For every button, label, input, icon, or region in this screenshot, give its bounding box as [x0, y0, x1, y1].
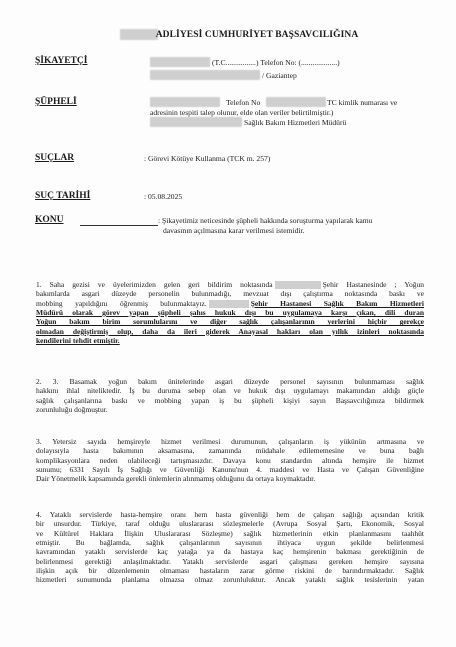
subject-line-1: : Şikayetimiz neticesinde şüpheli hakkında soruşturma yapılarak kamu — [158, 216, 373, 225]
p2-line-4: zorunluluğu doğmuştur. — [36, 405, 108, 415]
paragraph-2 — [36, 377, 424, 414]
suspect-phone: Telefon No — [226, 98, 261, 107]
crime-date-value: : 05.08.2025 — [144, 192, 183, 201]
p4-line-2: bir unsurdur. Türkiye, taraf olduğu uluslararası sözleşmelerle (Avrupa Sosyal Şartı, Ekonomik, Sosyal — [36, 519, 424, 529]
redacted-suspect-phone — [266, 97, 326, 107]
p2-line-3: sağlık çalışanlarına baskı ve mobbing yapan iş bu şüpheli kişiyi sayın Başsavcılığınıza bildirmek — [36, 395, 424, 405]
p3-line-1: 3. Yetersiz sayıda hemşireyle hizmet verilmesi durumunun, çalışanların iş yükünün artmasına ve — [36, 437, 424, 446]
paragraph-4 — [36, 510, 424, 585]
p1-line-7: kendilerini tehdit etmiştir. — [36, 336, 120, 346]
crimes-label: SUÇLAR — [35, 153, 75, 163]
p1-line-4: Müdürü olarak görev yapan şüpheli şahıs hukuk dışı bu uygulamaya karşı çıkan, dili duran — [36, 308, 424, 318]
redacted-complainant-address — [150, 70, 260, 80]
p4-line-4: etmiştir. Bu bağlamda, sağlık çalışanlarının sayısının ihtiyaca uygun şekilde belirlenmesi — [36, 538, 424, 548]
p3-line-4: sunumu; 6331 Sayılı İş Sağlığı ve Güvenliği Kanunu'nun 4. maddesi ve Hasta ve Çalışan Güvenliğine — [36, 465, 424, 475]
p1-line-6: olmadan değiştirmiş olup, daha da ileri giderek Anayasal hakları olan yıllık izinleri noktasında — [36, 326, 424, 336]
p4-line-8: hizmetleri sunumunda planlama olmazsa olmaz zorunluluktur. Ancak yataklı sağlık tesislerinin yatan — [36, 575, 424, 585]
subject-underline — [80, 225, 158, 226]
complainant-label: ŞİKAYETÇİ — [35, 56, 88, 66]
redacted-hospital-2 — [209, 300, 249, 308]
p4-line-1: 4. Yataklı servislerde hasta-hemşire oranı hem hasta güvenliği hem de çalışan sağlığı açısından kritik — [36, 510, 424, 519]
complainant-tc-phone: (T.C................) Telefon No: (...................) — [212, 58, 340, 67]
p3-line-5: Dair Yönetmelik kapsamında gerekli önlemlerin alınmamış olduğunu da ortaya koymaktadır. — [36, 474, 316, 484]
title-text: ADLİYESİ CUMHURİYET BAŞSAVCILIĞINA — [155, 30, 359, 40]
paragraph-1 — [36, 280, 424, 345]
suspect-label: ŞÜPHELİ — [35, 97, 77, 107]
redacted-complainant-name — [150, 57, 210, 67]
p4-line-6: belirlenmesi gerektiği anlaşılmaktadır. Yataklı servislerde asgari çalışması gereken hemşire sayısına — [36, 556, 424, 566]
p1-line-3: mobbing yapıldığını öğrenmiş bulunmaktayız. Şehir Hastanesi Sağlık Bakım Hizmetleri — [36, 298, 424, 308]
redacted-hospital — [275, 281, 321, 289]
document-title — [58, 30, 456, 40]
p1-line-5: Yoğun bakım birim sorumlularını ve diğer sağlık çalışanlarının yerlerini hiçbir gerekçe — [36, 317, 424, 327]
subject-label: KONU — [35, 215, 64, 225]
suspect-note: adresinin tespiti talep olunur, elde olan veriler belirtilmiştir.) — [150, 108, 334, 117]
p4-line-5: kavramından yataklı servislerde kaç yatağa ya da hastaya kaç hemşirenin bakması gerektiğinin de — [36, 547, 424, 557]
redacted-suspect-name — [150, 97, 220, 107]
p2-line-2: hakkını ihlal niteliktedir. İş bu duruma sebep olan ve hukuk dışı uygulamayı makamından aldığı güçle — [36, 386, 424, 396]
p3-line-3: komplikasyonlara neden olabileceği tartışmasızdır. Davaya konu standardın altında hemşire ile hizmet — [36, 455, 424, 465]
suspect-tc-request: TC kimlik numarası ve — [327, 98, 398, 107]
paragraph-3 — [36, 437, 424, 484]
redacted-suspect-institution — [150, 117, 242, 127]
p4-line-7: ilişkin açık bir düzenlemenin olmaması hastaların zarar görme riskini de barındırmaktadır. Sağlık — [36, 566, 424, 576]
complainant-city: / Gaziantep — [262, 71, 297, 80]
p2-line-1: 2. 3. Basamak yoğun bakım ünitelerinde asgari düzeyde personel sayısının bulunmaması sağlık — [36, 377, 424, 386]
crimes-value: : Görevi Kötüye Kullanma (TCK m. 257) — [144, 154, 271, 163]
subject-line-2: davasının açılmasına karar verilmesi istemidir. — [163, 226, 305, 235]
p4-line-3: ve Kültürel Haklara İlişkin Uluslararası Sözleşme) sağlık hizmetlerinin etkin planlanmasını taahhüt — [36, 528, 424, 538]
p1-line-1: 1. Saha gezisi ve üyelerimizden gelen geri bildirim noktasında Şehir Hastanesinde ; Yoğun — [36, 280, 424, 289]
p1-line-2: bakımlarda asgari düzeyde personelin bulunmadığı, mevzuat dışı çalıştırma noktasında baskı ve — [36, 289, 424, 299]
suspect-title: Sağlık Bakım Hizmetleri Müdürü — [244, 118, 347, 127]
crime-date-label: SUÇ TARİHİ — [35, 191, 91, 201]
p3-line-2: dolayısıyla hasta bakımının aksamasına, zamanında müdahale edilememesine ve buna bağlı — [36, 446, 424, 456]
